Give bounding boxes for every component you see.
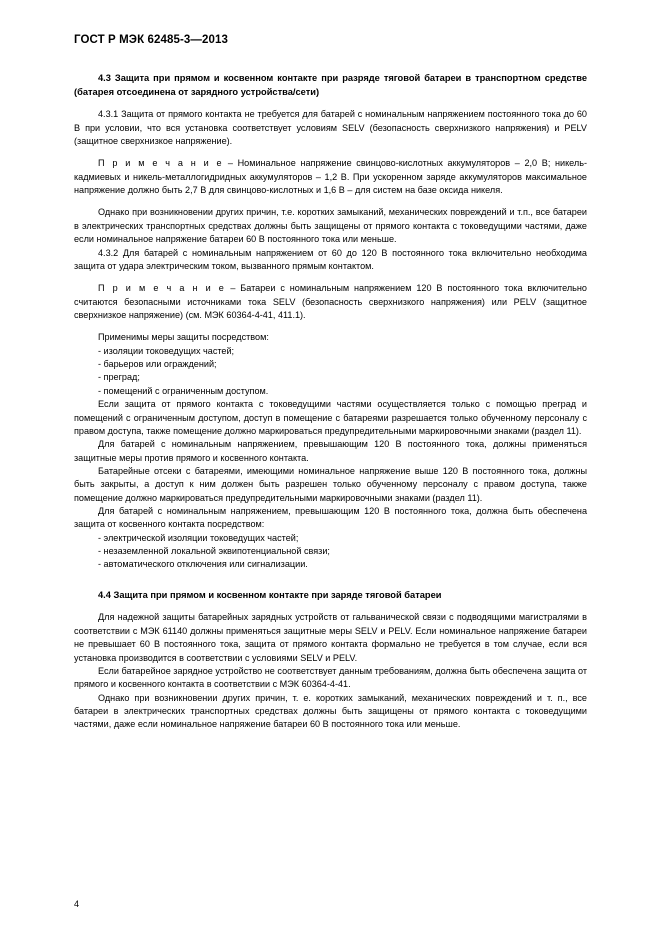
note-1-label: П р и м е ч а н и е (98, 158, 224, 169)
paragraph-compartments: Батарейные отсеки с батареями, имеющими номинальное напряжение выше 120 В постоянного тока, должны быть закрыты, а доступ к ним должен быть разрешен только обученному персоналу с правом доступа, также помещение должно маркироваться предупредительными маркировочными знаками (раздел 11). (74, 465, 587, 503)
list-indirect (74, 532, 587, 572)
note-2-text: – Батареи с номинальным напряжением 120 В постоянного тока включительно считаются безопасными источниками тока SELV (безопасность сверхнизкого напряжения) или PELV (защитное сверхнизкое напряжение) (см. МЭК 60364-4-41, 411.1). (74, 283, 587, 320)
list-item: - электрической изоляции токоведущих частей; (98, 532, 299, 543)
paragraph-applicable-measures: Применимы меры защиты посредством: (98, 332, 269, 343)
paragraph-other-reasons-2: Однако при возникновении других причин, т. е. коротких замыканий, механических повреждений и т. п., все батареи в электрических транспортных средствах должны быть защищены от прямого контакта с токоведущими частями, даже если номинальное напряжение батареи 60 В постоянного тока или меньше. (74, 692, 587, 730)
note-2-label: П р и м е ч а н и е (98, 283, 226, 294)
paragraph-4-3-2: 4.3.2 Для батарей с номинальным напряжением от 60 до 120 В постоянного тока включительно необходима защита от удара электрическим током, вызванного прямым контактом. (74, 247, 587, 271)
list-item: - автоматического отключения или сигнализации. (98, 559, 308, 570)
section-heading-4-3: 4.3 Защита при прямом и косвенном контакте при разряде тяговой батареи в транспортном средстве (батарея отсоединена от зарядного устройства/сети) (74, 73, 587, 97)
note-1-text: – Номинальное напряжение свинцово-кислотных аккумуляторов – 2,0 В; никель-кадмиевых и никель-металлогидридных аккумуляторов – 1,2 В. При ускоренном заряде аккумуляторов максимальное напряжение должно быть 2,7 В для свинцово-кислотных и 1,6 В – для систем на базе оксида никеля. (74, 158, 588, 196)
paragraph-barriers-access: Если защита от прямого контакта с токоведущими частями осуществляется только с помощью преград и помещений с ограниченным доступом, доступ в помещение с батареями разрешается только обученному персоналу с правом доступа, также помещение должно маркироваться предупредительными маркировочными знаками (раздел 11). (74, 399, 587, 436)
list-measures (74, 345, 587, 398)
list-item: - преград; (98, 372, 140, 383)
paragraph-indirect-protection: Для батарей с номинальным напряжением, превышающим 120 В постоянного тока, должна быть обеспечена защита от косвенного контакта посредством: (74, 506, 587, 530)
document-header: ГОСТ Р МЭК 62485-3—2013 (74, 34, 228, 46)
list-item: - помещений с ограниченным доступом. (98, 385, 269, 396)
document-body (74, 72, 587, 732)
paragraph-other-reasons-1: Однако при возникновении других причин, т.е. коротких замыканий, механических повреждений и т.п., все батареи в электрических транспортных средствах должны быть защищены от прямого контакта с токоведущими частями, даже если номинальное напряжение батареи 60 В постоянного тока или меньше. (74, 207, 587, 245)
list-item: - барьеров или ограждений; (98, 359, 217, 370)
paragraph-4-4-2: Если батарейное зарядное устройство не соответствует данным требованиям, должна быть обеспечена защита от прямого и косвенного контакта в соответствии с МЭК 60364-4-41. (74, 665, 587, 690)
paragraph-4-4-1: Для надежной защиты батарейных зарядных устройств от гальванической связи с подводящими магистралями в соответствии с МЭК 61140 должны применяться защитные меры SELV и PELV. Если номинальное напряжение батареи не превышает 60 В постоянного тока, защита от прямого контакта формально не требуется в том случае, если вся установка производится в соответствии с условиями SELV и PELV. (74, 612, 587, 663)
paragraph-4-3-1: 4.3.1 Защита от прямого контакта не требуется для батарей с номинальным напряжением постоянного тока до 60 В при условии, что вся установка соответствует условиям SELV (безопасность сверхнизкого напряжения) и PELV (защитное сверхнизкое напряжение). (74, 109, 587, 147)
note-1 (74, 157, 587, 197)
list-item: - незаземленной локальной эквипотенциальной связи; (98, 546, 330, 557)
note-2 (74, 282, 587, 322)
page-number: 4 (74, 899, 80, 909)
list-item: - изоляции токоведущих частей; (98, 345, 235, 356)
section-heading-4-4: 4.4 Защита при прямом и косвенном контакте при заряде тяговой батареи (98, 589, 442, 600)
paragraph-above-120: Для батарей с номинальным напряжением, превышающим 120 В постоянного тока, должны применяться защитные меры против прямого и косвенного контакта. (74, 439, 587, 463)
